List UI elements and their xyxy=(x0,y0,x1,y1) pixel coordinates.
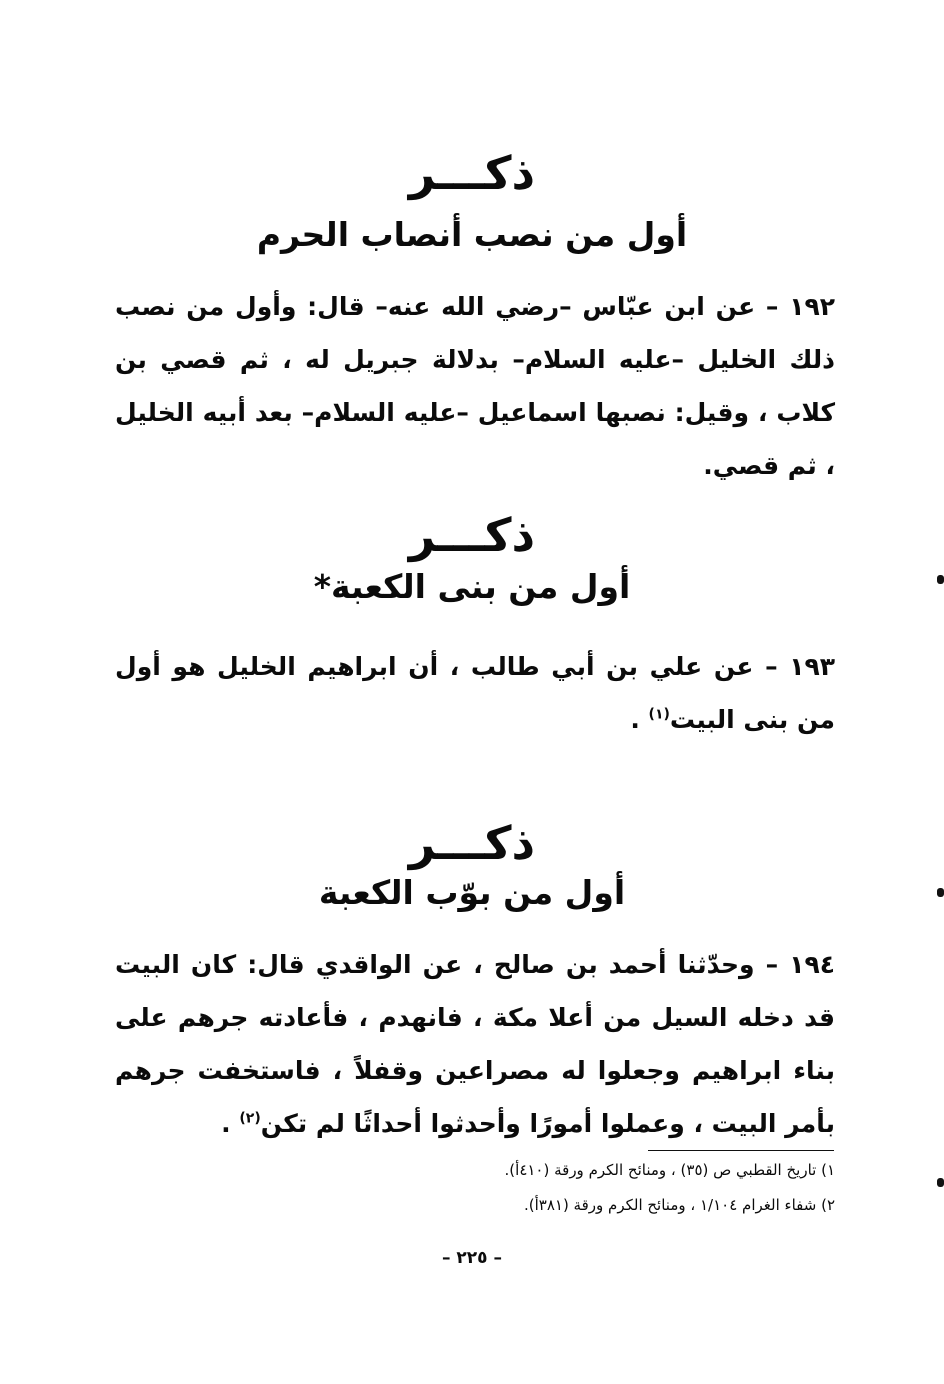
section-heading: أول من بنى الكعبة* xyxy=(313,567,631,606)
section-heading: أول من بوّب الكعبة xyxy=(318,873,626,912)
paragraph-193 xyxy=(115,640,835,746)
paragraph-194 xyxy=(115,938,835,1150)
margin-mark xyxy=(937,888,944,897)
paragraph-end: . xyxy=(630,705,649,734)
paragraph-192: ١٩٢ – عن ابن عبّاس –رضي الله عنه– قال: وأول من نصب ذلك الخليل –عليه السلام– بدلالة جبريل له ، ثم قصي بن كلاب ، وقيل: نصبها اسماعيل –عليه السلام– بعد أبيه الخليل ، ثم قصي. xyxy=(115,292,835,480)
paragraph-end: . xyxy=(221,1109,240,1138)
margin-mark xyxy=(937,1178,944,1187)
section-ornament-title: ذكـــر xyxy=(408,508,536,562)
section-ornament-title: ذكـــر xyxy=(408,816,536,870)
footnote-divider xyxy=(648,1150,834,1151)
footnote-2: ٢) شفاء الغرام ١/١٠٤ ، ومنائح الكرم ورقة (٣٨١أ). xyxy=(523,1196,835,1214)
page-number: – ٢٢٥ – xyxy=(442,1248,502,1268)
section-heading: أول من نصب أنصاب الحرم xyxy=(256,215,688,254)
paragraph-text: ١٩٣ – عن علي بن أبي طالب ، أن ابراهيم الخليل هو أول من بنى البيت xyxy=(115,652,835,734)
section-ornament-title: ذكـــر xyxy=(408,146,536,200)
margin-mark xyxy=(937,575,944,584)
footnote-ref: (١) xyxy=(648,706,670,723)
paragraph-text: ١٩٤ – وحدّثنا أحمد بن صالح ، عن الواقدي قال: كان البيت قد دخله السيل من أعلا مكة ، فانهدم ، فأعادته جرهم على بناء ابراهيم وجعلوا له مصراعين وقفلاً ، فاستخفت جرهم بأمر البيت ، وعملوا أمورًا وأحدثوا أحداثًا لم تكن xyxy=(115,950,835,1138)
footnote-ref: (٢) xyxy=(239,1110,261,1127)
footnote-1: ١) تاريخ القطبي ص (٣٥) ، ومنائح الكرم ورقة (٤١٠أ). xyxy=(504,1161,835,1179)
